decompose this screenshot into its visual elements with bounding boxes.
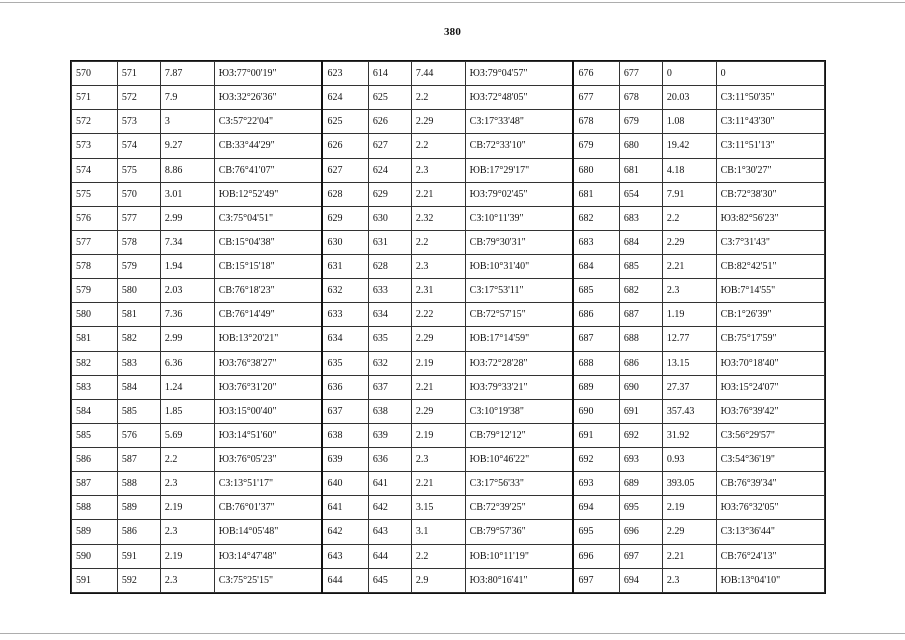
table-cell: ЮЗ:14°47'48" [214,544,322,568]
table-cell: 637 [368,375,411,399]
table-cell: ЮВ:10°46'22" [465,448,573,472]
table-cell: 643 [368,520,411,544]
table-cell: ЮЗ:32°26'36" [214,86,322,110]
table-cell: 632 [368,351,411,375]
table-cell: ЮЗ:80°16'41" [465,568,573,592]
table-cell: 639 [322,448,368,472]
table-cell: 694 [619,568,662,592]
table-cell: 623 [322,62,368,86]
table-cell: ЮВ:12°52'49" [214,182,322,206]
table-cell: 697 [573,568,619,592]
table-cell: 3.15 [411,496,465,520]
table-cell: ЮЗ:76°38'27" [214,351,322,375]
table-cell: СВ:76°24'13" [716,544,824,568]
table-cell: 1.94 [160,255,214,279]
table-cell: 639 [368,423,411,447]
table-cell: 7.91 [662,182,716,206]
table-cell: 5.69 [160,423,214,447]
table-cell: 591 [117,544,160,568]
table-row [72,327,825,351]
table-cell: СЗ:75°25'15" [214,568,322,592]
table-cell: СЗ:11°51'13" [716,134,824,158]
table-cell: ЮЗ:79°33'21" [465,375,573,399]
table-row [72,375,825,399]
table-cell: 691 [573,423,619,447]
table-cell: 687 [573,327,619,351]
table-cell: 2.21 [411,375,465,399]
table-cell: 581 [117,303,160,327]
coordinates-grid [71,61,825,593]
table-cell: 579 [72,279,118,303]
table-cell: СВ:15°04'38" [214,230,322,254]
table-cell: 629 [368,182,411,206]
table-cell: 636 [368,448,411,472]
table-cell: 3.01 [160,182,214,206]
table-cell: 682 [573,206,619,230]
table-cell: 628 [368,255,411,279]
table-cell: 572 [72,110,118,134]
table-cell: 7.36 [160,303,214,327]
table-cell: 635 [368,327,411,351]
table-cell: 591 [72,568,118,592]
table-row [72,399,825,423]
table-cell: ЮЗ:77°00'19" [214,62,322,86]
table-cell: ЮЗ:72°48'05" [465,86,573,110]
table-cell: 638 [322,423,368,447]
table-cell: СЗ:7°31'43" [716,230,824,254]
table-cell: 582 [72,351,118,375]
table-cell: СВ:76°41'07" [214,158,322,182]
table-cell: ЮЗ:79°02'45" [465,182,573,206]
table-cell: 688 [619,327,662,351]
table-row [72,303,825,327]
table-cell: 645 [368,568,411,592]
table-cell: 9.27 [160,134,214,158]
table-cell: 583 [72,375,118,399]
table-cell: 1.24 [160,375,214,399]
table-cell: ЮВ:10°11'19" [465,544,573,568]
table-row [72,520,825,544]
table-cell: 630 [322,230,368,254]
table-row [72,544,825,568]
table-row [72,448,825,472]
table-row [72,62,825,86]
table-row [72,110,825,134]
table-cell: 2.29 [411,399,465,423]
table-cell: СЗ:17°56'33" [465,472,573,496]
table-cell: 573 [117,110,160,134]
table-cell: 571 [72,86,118,110]
table-cell: 7.44 [411,62,465,86]
table-cell: 2.19 [411,351,465,375]
table-cell: 635 [322,351,368,375]
table-cell: 576 [72,206,118,230]
table-cell: 681 [619,158,662,182]
table-cell: СВ:76°01'37" [214,496,322,520]
table-cell: 2.29 [411,110,465,134]
table-cell: СВ:79°57'36" [465,520,573,544]
table-cell: 4.18 [662,158,716,182]
table-cell: 577 [72,230,118,254]
table-cell: 590 [72,544,118,568]
table-cell: 2.3 [411,255,465,279]
table-cell: СЗ:75°04'51" [214,206,322,230]
table-cell: 696 [573,544,619,568]
table-cell: 2.29 [662,520,716,544]
table-cell: 631 [368,230,411,254]
table-cell: 634 [322,327,368,351]
table-cell: 2.3 [411,448,465,472]
table-cell: 2.3 [160,520,214,544]
table-cell: 2.2 [411,544,465,568]
table-cell: 2.9 [411,568,465,592]
table-row [72,568,825,592]
table-cell: 2.22 [411,303,465,327]
table-cell: СЗ:56°29'57" [716,423,824,447]
table-cell: ЮЗ:72°28'28" [465,351,573,375]
table-cell: 577 [117,206,160,230]
table-cell: 585 [72,423,118,447]
table-cell: 8.86 [160,158,214,182]
table-cell: 27.37 [662,375,716,399]
table-cell: ЮЗ:76°31'20" [214,375,322,399]
table-cell: 587 [72,472,118,496]
table-cell: 2.99 [160,327,214,351]
table-cell: 626 [368,110,411,134]
table-cell: 585 [117,399,160,423]
table-cell: 578 [72,255,118,279]
table-cell: 2.19 [411,423,465,447]
table-cell: 640 [322,472,368,496]
table-row [72,158,825,182]
table-cell: 588 [72,496,118,520]
table-row [72,351,825,375]
table-cell: ЮЗ:82°56'23" [716,206,824,230]
table-cell: СВ:79°12'12" [465,423,573,447]
table-cell: 629 [322,206,368,230]
table-cell: 1.85 [160,399,214,423]
table-cell: 19.42 [662,134,716,158]
table-cell: 3 [160,110,214,134]
table-cell: 625 [368,86,411,110]
table-cell: 684 [619,230,662,254]
table-cell: ЮВ:7°14'55" [716,279,824,303]
table-cell: 2.21 [411,472,465,496]
table-cell: ЮЗ:76°05'23" [214,448,322,472]
table-cell: СЗ:10°11'39" [465,206,573,230]
table-cell: СЗ:10°19'38" [465,399,573,423]
table-cell: 677 [619,62,662,86]
table-row [72,496,825,520]
table-cell: 13.15 [662,351,716,375]
table-cell: СЗ:54°36'19" [716,448,824,472]
table-cell: 7.87 [160,62,214,86]
table-cell: 691 [619,399,662,423]
table-cell: 2.99 [160,206,214,230]
table-cell: СЗ:11°50'35" [716,86,824,110]
table-cell: 679 [619,110,662,134]
table-cell: 687 [619,303,662,327]
table-cell: 2.19 [160,496,214,520]
table-cell: СЗ:17°53'11" [465,279,573,303]
table-cell: 641 [368,472,411,496]
table-cell: 2.2 [411,86,465,110]
table-cell: 696 [619,520,662,544]
table-cell: 589 [117,496,160,520]
table-cell: СВ:75°17'59" [716,327,824,351]
table-cell: 574 [72,158,118,182]
table-cell: СВ:72°33'10" [465,134,573,158]
table-cell: 2.2 [411,134,465,158]
table-cell: СВ:33°44'29" [214,134,322,158]
table-row [72,230,825,254]
table-cell: 690 [573,399,619,423]
coordinates-table [70,60,826,594]
table-cell: 628 [322,182,368,206]
table-cell: 0.93 [662,448,716,472]
table-cell: 586 [72,448,118,472]
table-cell: 581 [72,327,118,351]
table-cell: ЮЗ:14°51'60" [214,423,322,447]
table-cell: 3.1 [411,520,465,544]
table-cell: 571 [117,62,160,86]
bottom-scan-line [0,633,905,634]
table-cell: 686 [573,303,619,327]
table-cell: СЗ:17°33'48" [465,110,573,134]
table-cell: СВ:15°15'18" [214,255,322,279]
table-cell: 685 [573,279,619,303]
table-cell: ЮЗ:70°18'40" [716,351,824,375]
table-cell: 580 [117,279,160,303]
table-cell: 683 [573,230,619,254]
table-cell: СВ:1°30'27" [716,158,824,182]
table-cell: 630 [368,206,411,230]
table-cell: СВ:1°26'39" [716,303,824,327]
table-cell: 2.2 [411,230,465,254]
table-cell: 2.32 [411,206,465,230]
table-cell: 678 [573,110,619,134]
table-cell: 580 [72,303,118,327]
table-cell: 578 [117,230,160,254]
table-cell: 642 [368,496,411,520]
table-cell: СЗ:57°22'04" [214,110,322,134]
table-cell: 2.3 [411,158,465,182]
table-cell: СВ:72°57'15" [465,303,573,327]
table-cell: 576 [117,423,160,447]
table-row [72,472,825,496]
table-cell: ЮЗ:76°39'42" [716,399,824,423]
table-cell: 0 [716,62,824,86]
table-cell: 2.3 [662,568,716,592]
table-row [72,182,825,206]
table-cell: 1.08 [662,110,716,134]
table-cell: 1.19 [662,303,716,327]
table-cell: 683 [619,206,662,230]
table-cell: 685 [619,255,662,279]
table-cell: 689 [573,375,619,399]
table-cell: 2.3 [160,568,214,592]
table-cell: 676 [573,62,619,86]
table-cell: СВ:72°38'30" [716,182,824,206]
table-cell: 2.21 [662,544,716,568]
table-cell: 393.05 [662,472,716,496]
table-cell: 2.3 [662,279,716,303]
table-cell: СВ:79°30'31" [465,230,573,254]
table-cell: 572 [117,86,160,110]
table-cell: 583 [117,351,160,375]
table-cell: 642 [322,520,368,544]
table-cell: 624 [322,86,368,110]
table-cell: 31.92 [662,423,716,447]
table-cell: 570 [72,62,118,86]
table-cell: 697 [619,544,662,568]
table-cell: 2.3 [160,472,214,496]
top-scan-line [0,2,905,3]
table-cell: 2.29 [662,230,716,254]
table-body [72,62,825,593]
table-cell: 587 [117,448,160,472]
table-cell: 6.36 [160,351,214,375]
table-cell: 2.19 [160,544,214,568]
table-cell: 684 [573,255,619,279]
page-number: 380 [443,26,462,38]
table-cell: ЮВ:10°31'40" [465,255,573,279]
table-cell: 686 [619,351,662,375]
table-row [72,86,825,110]
table-cell: 2.2 [160,448,214,472]
table-cell: 677 [573,86,619,110]
table-cell: СВ:82°42'51" [716,255,824,279]
table-cell: СЗ:13°36'44" [716,520,824,544]
table-cell: СВ:76°39'34" [716,472,824,496]
table-cell: 694 [573,496,619,520]
table-cell: 688 [573,351,619,375]
table-cell: 681 [573,182,619,206]
table-cell: 624 [368,158,411,182]
table-cell: 2.31 [411,279,465,303]
table-row [72,279,825,303]
table-cell: 574 [117,134,160,158]
table-cell: 644 [322,568,368,592]
table-cell: 690 [619,375,662,399]
table-cell: 626 [322,134,368,158]
table-cell: 638 [368,399,411,423]
table-cell: 680 [619,134,662,158]
table-cell: ЮВ:17°14'59" [465,327,573,351]
table-cell: 586 [117,520,160,544]
table-cell: ЮЗ:76°32'05" [716,496,824,520]
table-cell: 637 [322,399,368,423]
table-cell: 12.77 [662,327,716,351]
table-cell: 588 [117,472,160,496]
table-cell: ЮВ:13°20'21" [214,327,322,351]
table-cell: 693 [573,472,619,496]
table-cell: 2.2 [662,206,716,230]
table-cell: 627 [368,134,411,158]
table-cell: 2.19 [662,496,716,520]
table-cell: 582 [117,327,160,351]
table-cell: 570 [117,182,160,206]
table-cell: ЮВ:17°29'17" [465,158,573,182]
table-cell: 575 [72,182,118,206]
table-cell: 7.34 [160,230,214,254]
table-cell: ЮЗ:79°04'57" [465,62,573,86]
table-cell: 579 [117,255,160,279]
table-cell: СЗ:13°51'17" [214,472,322,496]
table-cell: 592 [117,568,160,592]
table-cell: ЮВ:13°04'10" [716,568,824,592]
table-row [72,255,825,279]
table-cell: 644 [368,544,411,568]
table-cell: 614 [368,62,411,86]
table-cell: 633 [322,303,368,327]
table-cell: ЮЗ:15°24'07" [716,375,824,399]
table-cell: 631 [322,255,368,279]
table-cell: 573 [72,134,118,158]
table-cell: 2.03 [160,279,214,303]
table-cell: 695 [573,520,619,544]
table-cell: 680 [573,158,619,182]
table-cell: 584 [117,375,160,399]
table-cell: 2.29 [411,327,465,351]
table-cell: 634 [368,303,411,327]
table-cell: 692 [573,448,619,472]
table-cell: 2.21 [411,182,465,206]
table-cell: СЗ:11°43'30" [716,110,824,134]
table-cell: 633 [368,279,411,303]
table-cell: 627 [322,158,368,182]
table-cell: 641 [322,496,368,520]
table-cell: 679 [573,134,619,158]
table-cell: 584 [72,399,118,423]
table-cell: 678 [619,86,662,110]
table-cell: 625 [322,110,368,134]
table-cell: 589 [72,520,118,544]
table-cell: 575 [117,158,160,182]
table-cell: 692 [619,423,662,447]
table-row [72,134,825,158]
table-cell: 682 [619,279,662,303]
table-cell: 695 [619,496,662,520]
table-cell: 654 [619,182,662,206]
table-cell: 357.43 [662,399,716,423]
table-cell: 693 [619,448,662,472]
table-cell: 689 [619,472,662,496]
table-cell: СВ:72°39'25" [465,496,573,520]
table-cell: 0 [662,62,716,86]
table-row [72,423,825,447]
table-cell: СВ:76°14'49" [214,303,322,327]
table-cell: СВ:76°18'23" [214,279,322,303]
table-cell: ЮВ:14°05'48" [214,520,322,544]
table-cell: 636 [322,375,368,399]
table-cell: 632 [322,279,368,303]
table-cell: ЮЗ:15°00'40" [214,399,322,423]
table-cell: 2.21 [662,255,716,279]
table-cell: 7.9 [160,86,214,110]
table-row [72,206,825,230]
table-cell: 643 [322,544,368,568]
table-cell: 20.03 [662,86,716,110]
